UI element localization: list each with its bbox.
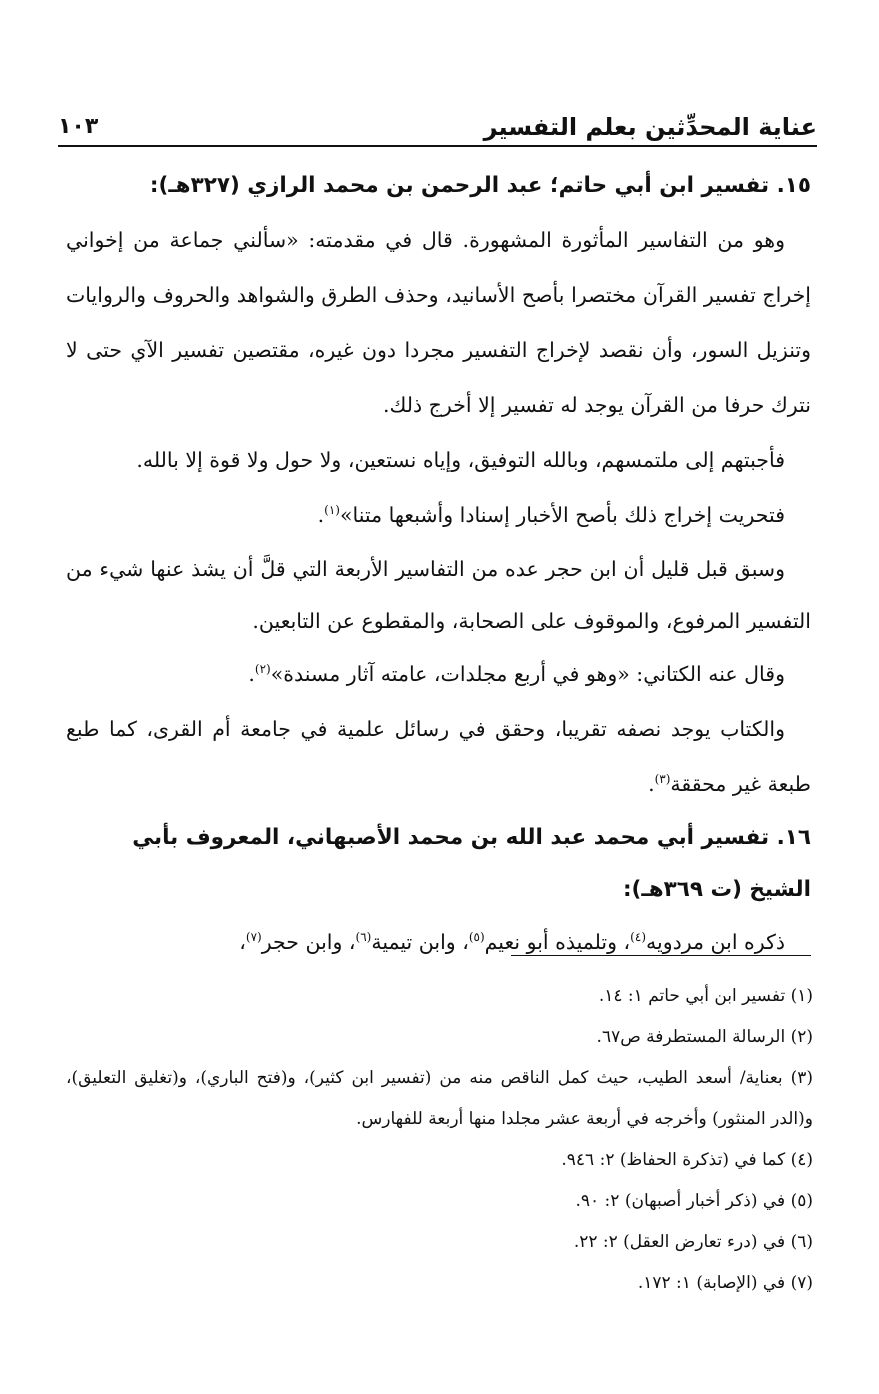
running-header: [58, 108, 817, 142]
paragraph-book-status-text: والكتاب يوجد نصفه تقريبا، وحقق في رسائل علمية في جامعة أم القرى، كما طبع طبعة غير محققة: [66, 717, 811, 796]
paragraph-book-status: [66, 702, 811, 812]
header-rule: [58, 145, 817, 147]
paragraph-quote-end-text: فتحريت إخراج ذلك بأصح الأخبار إسنادا وأشبعها متنا»: [339, 503, 785, 527]
paragraph-reply: فأجبتهم إلى ملتمسهم، وبالله التوفيق، وإياه نستعين، ولا حول ولا قوة إلا بالله.: [136, 448, 785, 472]
footnote-ref-5[interactable]: (٥): [468, 930, 485, 945]
footnote-4: (٤) كما في (تذكرة الحفاظ) ٢: ٩٤٦.: [561, 1150, 813, 1170]
running-title: عناية المحدِّثين بعلم التفسير: [483, 113, 817, 141]
mention-comma: ،: [239, 930, 246, 954]
section-heading-15: ١٥. تفسير ابن أبي حاتم؛ عبد الرحمن بن محمد الرازي (٣٢٧هـ):: [149, 173, 811, 198]
paragraph-quote-end-period: .: [317, 503, 325, 527]
paragraph-kattani: [66, 647, 811, 702]
paragraph-intro-quote: وهو من التفاسير المأثورة المشهورة. قال في مقدمته: «سألني جماعة من إخواني إخراج تفسير القرآن مختصرا بأصح الأسانيد، وحذف الطرق والشواهد والحروف والروايات وتنزيل السور، وأن نقصد لإخراج التفسير مجردا دون غيره، مقتصين تفسير الآي حتى لا نترك حرفا من القرآن يوجد له تفسير إلا أخرج ذلك.: [66, 228, 811, 417]
footnote-5: (٥) في (ذكر أخبار أصبهان) ٢: ٩٠.: [575, 1191, 813, 1211]
paragraph-ibn-hajar: وسبق قبل قليل أن ابن حجر عده من التفاسير الأربعة التي قلَّ أن يشذ عنها شيء من التفسير المرفوع، والموقوف على الصحابة، والمقطوع عن التابعين.: [66, 557, 811, 633]
footnote-6: (٦) في (درء تعارض العقل) ٢: ٢٢.: [573, 1232, 813, 1252]
paragraph-mentions: [66, 916, 811, 968]
mention-ibn-hajar: ، وابن حجر: [261, 930, 356, 954]
paragraph-kattani-text: وقال عنه الكتاني: «وهو في أربع مجلدات، عامته آثار مسندة»: [270, 662, 785, 686]
mention-abu-nuaym: ، وتلميذه أبو نعيم: [484, 930, 631, 954]
footnote-ref-6[interactable]: (٦): [355, 930, 372, 945]
main-text: [66, 158, 811, 968]
paragraph-kattani-period: .: [248, 662, 255, 686]
page-number: ١٠٣: [58, 114, 99, 139]
footnote-2: (٢) الرسالة المستطرفة ص٦٧.: [596, 1027, 813, 1047]
footnote-ref-4[interactable]: (٤): [630, 930, 646, 945]
footnote-ref-2[interactable]: (٢): [254, 662, 271, 677]
footnote-ref-1[interactable]: (١): [324, 503, 340, 518]
mention-ibn-taymiyya: ، وابن تيمية: [371, 930, 469, 954]
footnote-ref-3[interactable]: (٣): [654, 772, 671, 787]
footnote-ref-7[interactable]: (٧): [245, 930, 262, 945]
footnote-7: (٧) في (الإصابة) ١: ١٧٢.: [637, 1273, 813, 1293]
section-heading-16: ١٦. تفسير أبي محمد عبد الله بن محمد الأصبهاني، المعروف بأبي الشيخ (ت ٣٦٩هـ):: [132, 825, 811, 902]
footnote-separator: [511, 955, 811, 956]
footnotes: [66, 976, 813, 1304]
footnote-3: (٣) بعناية/ أسعد الطيب، حيث كمل الناقص منه من (تفسير ابن كثير)، و(فتح الباري)، و(تغليق التعليق)، و(الدر المنثور) وأخرجه في أربعة عشر مجلدا منها أربعة للفهارس.: [66, 1068, 813, 1129]
mention-ibn-mardawayh: ذكره ابن مردويه: [646, 930, 785, 954]
paragraph-book-status-period: .: [648, 772, 655, 796]
footnote-1: (١) تفسير ابن أبي حاتم ١: ١٤.: [598, 986, 813, 1006]
paragraph-quote-end: [66, 488, 811, 543]
